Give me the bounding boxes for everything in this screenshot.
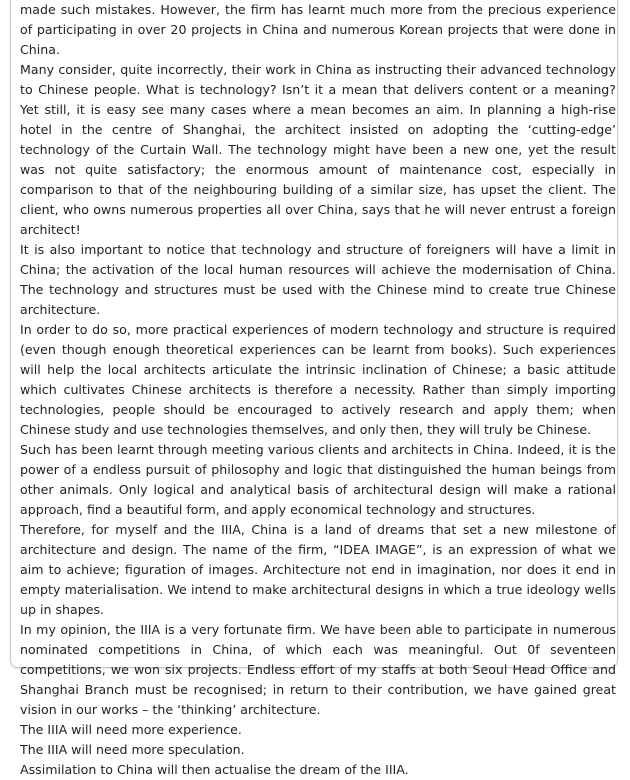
paragraph: Therefore, for myself and the IIIA, China is a land of dreams that set a new milestone of architecture and design. The name of the firm, “IDEA IMAGE”, is an expression of what we aim to achieve; figuration of images. Architecture not end in imagination, nor does it end in empty materialisation. We intend to make architectural designs in which a true ideology wells up in shapes.: [20, 522, 616, 617]
paragraph: In order to do so, more practical experiences of modern technology and structure is required (even though enough theoretical experiences can be learnt from books). Such experiences will help the local architects articulate the intrinsic inclination of Chinese; a basic attitude which cultivates Chinese architects is therefore a necessity. Rather than simply importing technologies, people should be encouraged to actively research and apply them; when Chinese study and use technologies themselves, and only then, they will truly be Chinese.: [20, 322, 616, 437]
paragraph: The IIIA will need more experience.: [20, 722, 242, 737]
paragraph: Many consider, quite incorrectly, their work in China as instructing their advanced technology to Chinese people. What is technology? Isn’t it a mean that delivers content or a meaning? Yet still, it is easy see many cases where a mean becomes an aim. In planning a high-rise hotel in the centre of Shanghai, the architect insisted on adopting the ‘cutting-edge’ technology of the Curtain Wall. The technology might have been a new one, yet the result was not quite satisfactory; the enormous amount of maintenance cost, especially in comparison to that of the neighbouring building of a similar size, has upset the client. The client, who owns numerous properties all over China, says that he will never entrust a foreign architect!: [20, 62, 616, 237]
paragraph: Such has been learnt through meeting various clients and architects in China. Indeed, it is the power of a endless pursuit of philosophy and logic that distinguished the human beings from other animals. Only logical and analytical basis of architectural design will make a rational approach, find a beautiful form, and apply economical technology and structures.: [20, 442, 616, 517]
paragraph: In my opinion, the IIIA is a very fortunate firm. We have been able to participate in numerous nominated competitions in China, of which each was meaningful. Out 0f seventeen competitions, we won six projects. Endless effort of my staffs at both Seoul Head Office and Shanghai Branch must be recognised; in return to their contribution, we have gained great vision in our works – the ‘thinking’ architecture.: [20, 622, 616, 717]
paragraph: made such mistakes. However, the firm has learnt much more from the precious experience of participating in over 20 projects in China and numerous Korean projects that were done in China.: [20, 2, 616, 57]
paragraph: Assimilation to China will then actualise the dream of the IIIA.: [20, 762, 409, 777]
article-body: [20, 0, 616, 780]
paragraph: It is also important to notice that technology and structure of foreigners will have a limit in China; the activation of the local human resources will achieve the modernisation of China. The technology and structures must be used with the Chinese mind to create true Chinese architecture.: [20, 242, 616, 317]
paragraph: The IIIA will need more speculation.: [20, 742, 245, 757]
